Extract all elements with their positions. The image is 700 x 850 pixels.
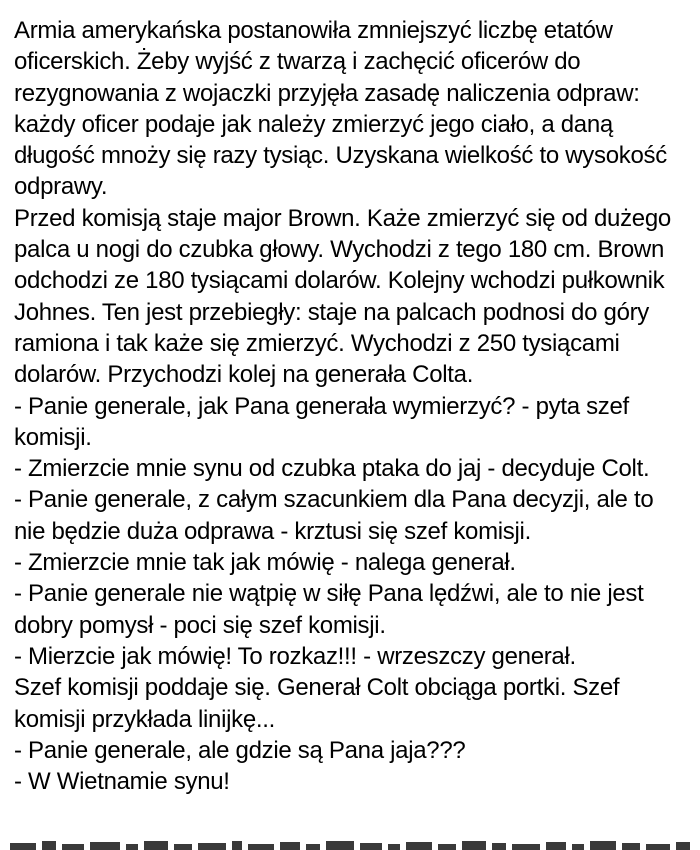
text-line: - Panie generale, z całym szacunkiem dla Pana decyzji, ale to <box>14 486 654 514</box>
text-line: każdy oficer podaje jak należy zmierzyć jego ciało, a daną <box>14 110 613 138</box>
text-line: Johnes. Ten jest przebiegły: staje na palcach podnosi do góry <box>14 298 650 326</box>
text-line: palca u nogi do czubka głowy. Wychodzi z tego 180 cm. Brown <box>14 236 664 264</box>
text-line: - Zmierzcie mnie tak jak mówię - nalega generał. <box>14 549 516 577</box>
text-line: Przed komisją staje major Brown. Każe zmierzyć się od dużego <box>14 204 671 232</box>
text-line: komisji. <box>14 423 92 451</box>
text-line: długość mnoży się razy tysiąc. Uzyskana wielkość to wysokość <box>14 142 667 170</box>
text-line: Szef komisji poddaje się. Generał Colt obciąga portki. Szef <box>14 674 620 702</box>
cropped-bottom-text-remnant <box>10 838 692 850</box>
text-line: rezygnowania z wojaczki przyjęła zasadę naliczenia odpraw: <box>14 79 640 107</box>
text-line: Armia amerykańska postanowiła zmniejszyć liczbę etatów <box>14 17 613 44</box>
text-line: komisji przykłada linijkę... <box>14 705 276 733</box>
text-line: - Mierzcie jak mówię! To rozkaz!!! - wrzeszczy generał. <box>14 642 576 670</box>
text-line: dobry pomysł - poci się szef komisji. <box>14 611 386 639</box>
text-line: - Zmierzcie mnie synu od czubka ptaka do jaj - decyduje Colt. <box>14 455 650 483</box>
joke-text-block <box>14 15 696 797</box>
text-line: - W Wietnamie synu! <box>14 768 230 796</box>
text-line: ramiona i tak każe się zmierzyć. Wychodzi z 250 tysiącami <box>14 329 620 357</box>
text-line: - Panie generale nie wątpię w siłę Pana lędźwi, ale to nie jest <box>14 580 644 608</box>
text-line: odchodzi ze 180 tysiącami dolarów. Kolejny wchodzi pułkownik <box>14 267 665 295</box>
text-line: - Panie generale, ale gdzie są Pana jaja??? <box>14 736 466 764</box>
text-line: dolarów. Przychodzi kolej na generała Colta. <box>14 361 474 389</box>
text-line: nie będzie duża odprawa - krztusi się szef komisji. <box>14 517 531 545</box>
text-line: oficerskich. Żeby wyjść z twarzą i zachęcić oficerów do <box>14 48 581 76</box>
text-line: - Panie generale, jak Pana generała wymierzyć? - pyta szef <box>14 392 629 420</box>
text-line: odprawy. <box>14 173 108 201</box>
